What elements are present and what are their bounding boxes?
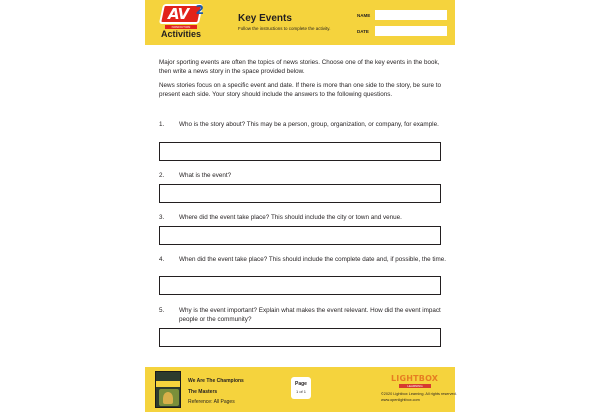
question-text: What is the event?	[179, 172, 232, 179]
name-label: NAME	[357, 13, 371, 18]
book-cover-image	[155, 371, 181, 408]
publisher-logo-tag: LEARNING	[399, 384, 431, 388]
header-bar	[145, 0, 455, 45]
website-link[interactable]: www.openlightbox.com	[381, 398, 420, 402]
question-text: Where did the event take place? This should include the city or town and venue.	[179, 214, 402, 221]
answer-box[interactable]	[159, 142, 441, 161]
page-label: Page	[295, 381, 307, 387]
book-subtitle: The Masters	[188, 389, 218, 395]
worksheet-page	[145, 0, 455, 412]
page-title: Key Events	[238, 13, 292, 24]
question-text: Who is the story about? This may be a person, group, organization, or company, for example.	[179, 121, 439, 128]
question-number: 4.	[159, 256, 165, 263]
question-text: Why is the event important? Explain what makes the event relevant. How did the event impact people or the community?	[179, 307, 441, 323]
question-number: 1.	[159, 121, 165, 128]
lightbox-logo	[391, 374, 441, 388]
intro-paragraph: News stories focus on a specific event and date. If there is more than one side to the story, be sure to present each side. Your story should include the answers to the following questions.	[159, 82, 441, 98]
question-number: 5.	[159, 307, 165, 314]
footer-bar	[145, 367, 455, 412]
av2-logo	[153, 4, 209, 41]
logo-subtext: NONFICTION	[165, 25, 197, 29]
copyright-text: ©2020 Lightbox Learning. All rights reserved.	[381, 392, 457, 396]
book-title: We Are The Champions	[188, 378, 244, 384]
answer-box[interactable]	[159, 276, 441, 295]
publisher-logo-text: LIGHTBOX	[391, 374, 439, 383]
logo-superscript: 2	[195, 3, 204, 17]
answer-box[interactable]	[159, 328, 441, 347]
logo-label: Activities	[160, 29, 202, 39]
av2-badge	[161, 3, 204, 26]
intro-paragraph: Major sporting events are often the topics of news stories. Choose one of the key events in the book, then write a news story in the space provided below.	[159, 59, 440, 75]
page-number: 1 of 1	[295, 389, 306, 394]
answer-box[interactable]	[159, 184, 441, 203]
answer-box[interactable]	[159, 226, 441, 245]
date-label: DATE	[357, 29, 369, 34]
name-field[interactable]	[375, 10, 447, 20]
logo-text: AV	[168, 5, 189, 23]
question-number: 2.	[159, 172, 165, 179]
question-text: When did the event take place? This should include the complete date and, if possible, the time.	[179, 256, 446, 263]
book-reference: Reference: All Pages	[188, 399, 235, 405]
question-number: 3.	[159, 214, 165, 221]
page-subtitle: Follow the instructions to complete the activity.	[238, 26, 331, 31]
date-field[interactable]	[375, 26, 447, 36]
page-indicator	[291, 377, 311, 399]
